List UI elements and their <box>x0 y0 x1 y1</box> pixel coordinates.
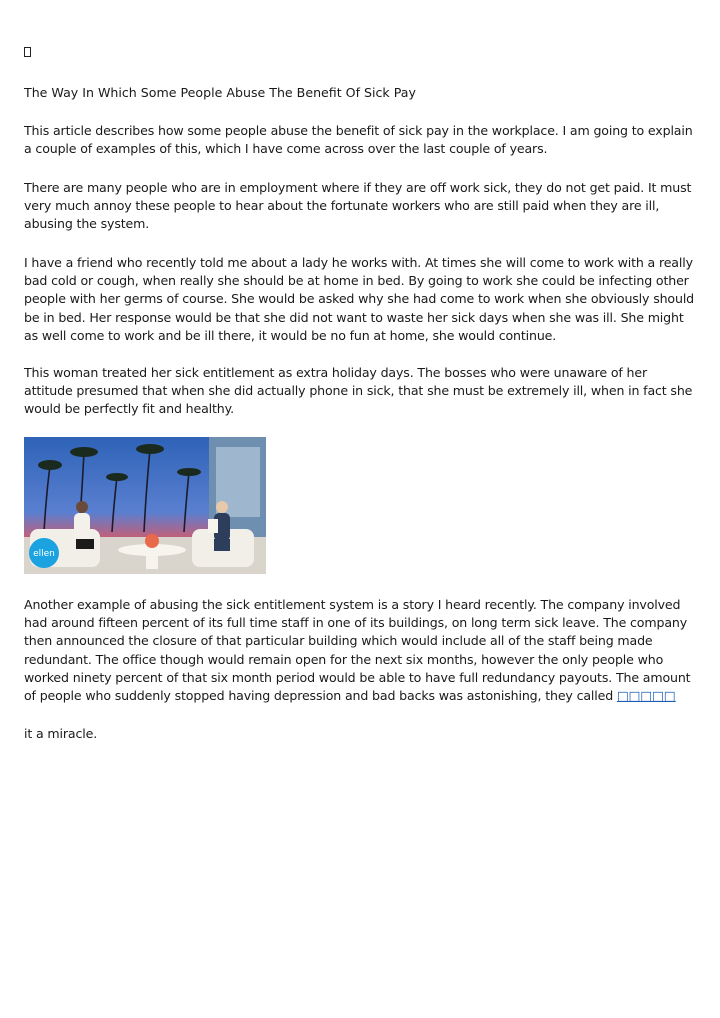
closing-paragraph: it a miracle. <box>24 726 98 741</box>
talk-show-photo <box>24 437 266 574</box>
paragraph-2: There are many people who are in employment where if they are off work sick, they do not get paid. It must very much annoy these people to hear about the fortunate workers who are still paid when they are ill, abusing the system. <box>24 180 692 232</box>
paragraph-1: This article describes how some people abuse the benefit of sick pay in the workplace. I am going to explain a couple of examples of this, which I have come across over the last couple of years. <box>24 123 693 157</box>
inline-link[interactable]: □□□□□ <box>616 688 676 704</box>
paragraph-5-text: Another example of abusing the sick entitlement system is a story I heard recently. The company involved had around fifteen percent of its full time staff in one of its buildings, on long term sick leave. The company then announced the closure of that particular building which would include all of the staff being made redundant. The office though would remain open for the next six months, however the only people who worked ninety percent of that six month period would be able to have full redundancy payouts. The amount of people who suddenly stopped having depression and bad backs was astonishing, they called <box>24 597 691 704</box>
paragraph-5 <box>24 596 694 705</box>
missing-glyph-icon <box>24 47 31 57</box>
article-title: The Way In Which Some People Abuse The Benefit Of Sick Pay <box>24 85 416 100</box>
paragraph-4: This woman treated her sick entitlement as extra holiday days. The bosses who were unaware of her attitude presumed that when she did actually phone in sick, that she must be extremely ill, when in fact she would be perfectly fit and healthy. <box>24 365 693 417</box>
ellen-logo: ellen <box>33 549 55 559</box>
paragraph-3: I have a friend who recently told me about a lady he works with. At times she will come to work with a really bad cold or cough, when really she should be at home in bed. By going to work she could be infecting other people with her germs of course. She would be asked why she had come to work when she obviously should be in bed. Her response would be that she did not want to waste her sick days when she was ill. She might as well come to work and be ill there, it would be no fun at home, she would continue. <box>24 255 695 343</box>
